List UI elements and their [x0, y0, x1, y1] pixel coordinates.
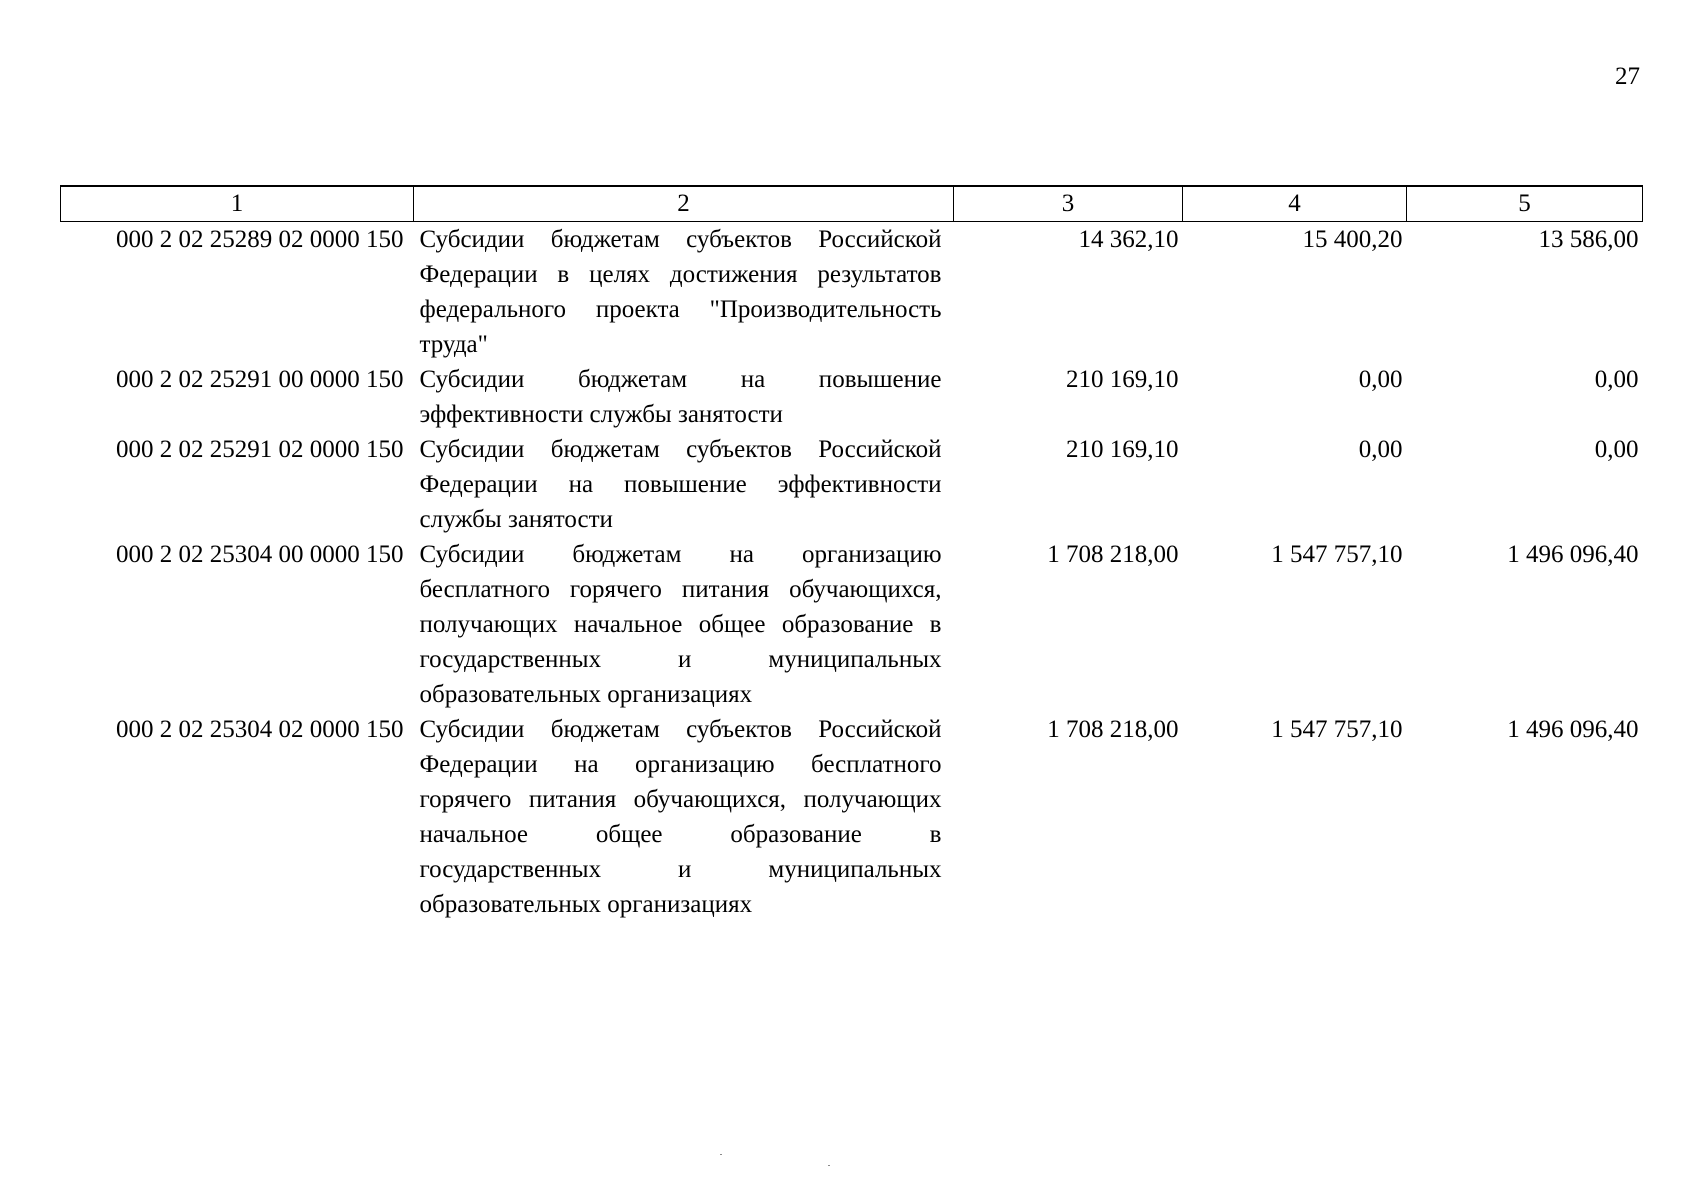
amount-col5-cell: 13 586,00 — [1538, 226, 1639, 253]
amount-col5-cell: 0,00 — [1594, 366, 1639, 393]
scan-artifact-dot — [828, 1165, 830, 1166]
amount-col5-cell: 1 496 096,40 — [1507, 541, 1639, 568]
amount-col3-cell: 14 362,10 — [1078, 226, 1179, 253]
income-name-cell: Субсидии бюджетам на организацию бесплатного горячего питания обучающихся, получающих начальное общее образование в государственных и муниципальных образовательных организациях — [419, 541, 942, 708]
table-row — [61, 432, 1643, 537]
budget-code-cell: 000 2 02 25291 02 0000 150 — [116, 436, 404, 463]
table-row — [61, 222, 1643, 363]
table-header-row — [61, 186, 1643, 222]
amount-col5-cell: 0,00 — [1594, 436, 1639, 463]
budget-code-cell: 000 2 02 25289 02 0000 150 — [116, 226, 404, 253]
amount-col4-cell: 0,00 — [1358, 366, 1403, 393]
column-header-3: 3 — [954, 186, 1183, 222]
income-name-cell: Субсидии бюджетам субъектов Российской Федерации на повышение эффективности службы занятости — [419, 436, 942, 533]
budget-code-cell: 000 2 02 25304 02 0000 150 — [116, 716, 404, 743]
income-name-cell: Субсидии бюджетам субъектов Российской Федерации в целях достижения результатов федерального проекта "Производительность труда" — [419, 226, 942, 358]
amount-col3-cell: 210 169,10 — [1066, 366, 1179, 393]
table-row — [61, 537, 1643, 712]
budget-code-cell: 000 2 02 25291 00 0000 150 — [116, 366, 404, 393]
page-number: 27 — [1615, 63, 1640, 90]
column-header-2: 2 — [414, 186, 954, 222]
income-name-cell: Субсидии бюджетам на повышение эффективности службы занятости — [419, 366, 942, 428]
amount-col3-cell: 1 708 218,00 — [1047, 716, 1179, 743]
budget-code-cell: 000 2 02 25304 00 0000 150 — [116, 541, 404, 568]
column-header-4: 4 — [1183, 186, 1407, 222]
amount-col3-cell: 1 708 218,00 — [1047, 541, 1179, 568]
amount-col4-cell: 0,00 — [1358, 436, 1403, 463]
budget-table — [60, 185, 1643, 922]
amount-col4-cell: 1 547 757,10 — [1271, 716, 1403, 743]
income-name-cell: Субсидии бюджетам субъектов Российской Федерации на организацию бесплатного горячего питания обучающихся, получающих начальное общее образование в государственных и муниципальных образовательных организациях — [419, 716, 942, 918]
table-row — [61, 712, 1643, 922]
amount-col3-cell: 210 169,10 — [1066, 436, 1179, 463]
table-row — [61, 362, 1643, 432]
amount-col5-cell: 1 496 096,40 — [1507, 716, 1639, 743]
column-header-5: 5 — [1407, 186, 1643, 222]
column-header-1: 1 — [61, 186, 414, 222]
amount-col4-cell: 1 547 757,10 — [1271, 541, 1403, 568]
scan-artifact-dot — [720, 1154, 722, 1155]
amount-col4-cell: 15 400,20 — [1302, 226, 1403, 253]
